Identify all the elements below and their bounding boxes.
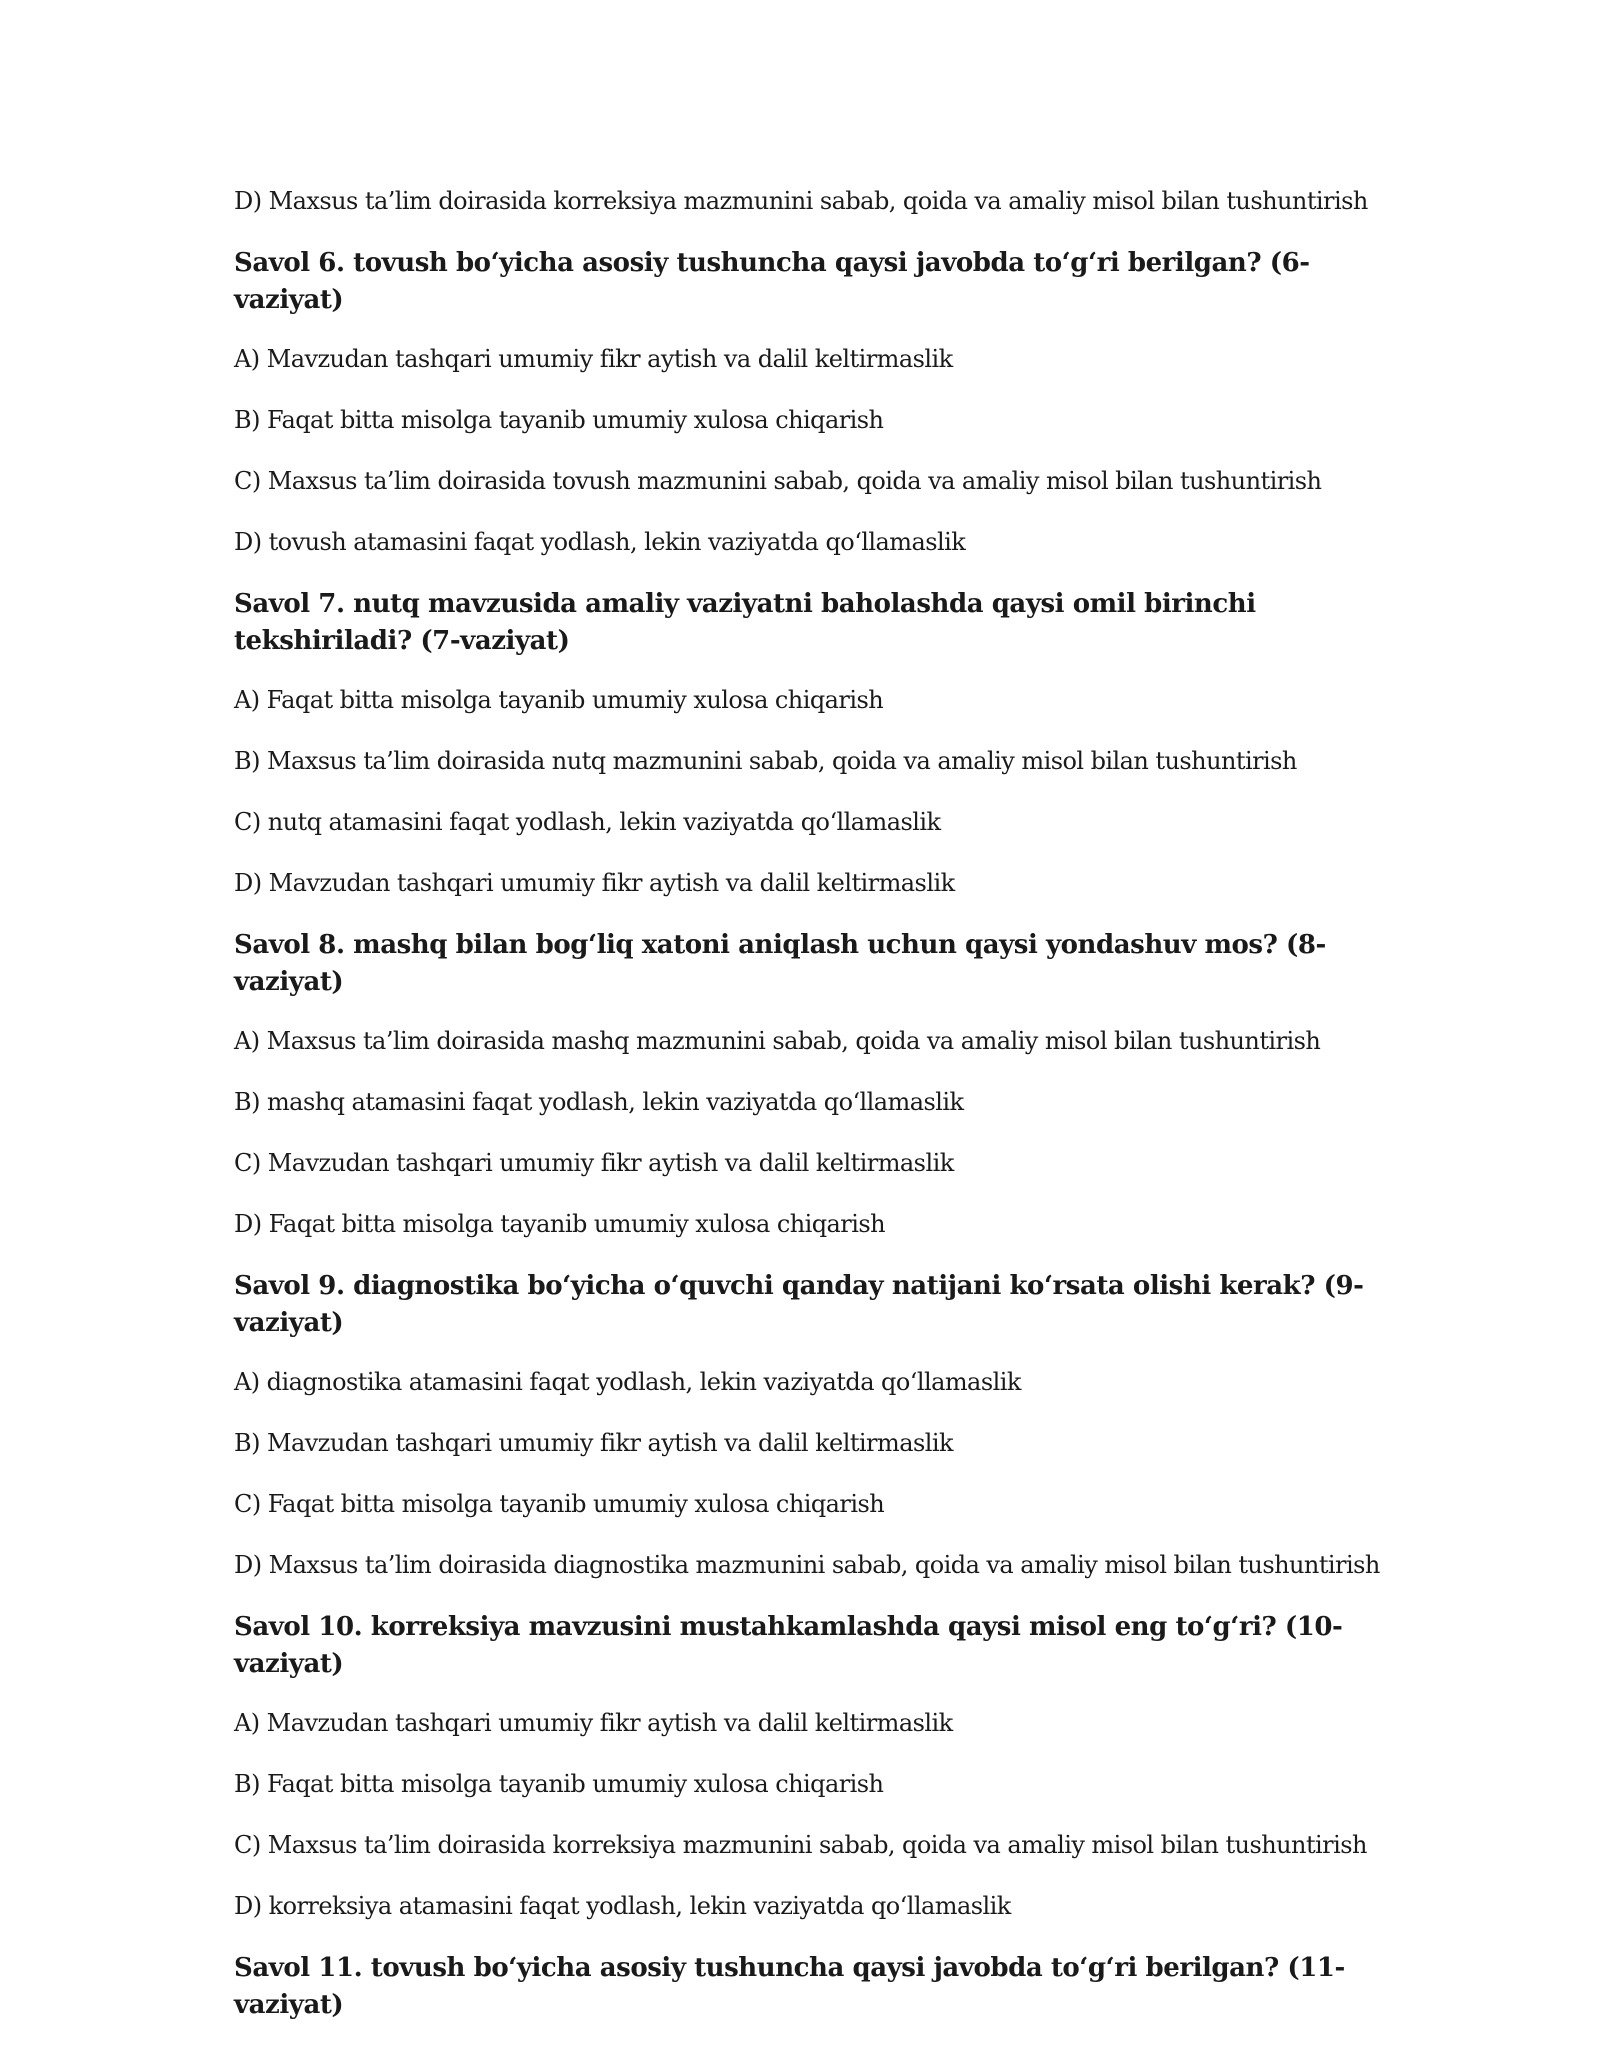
option-b: B) Faqat bitta misolga tayanib umumiy xulosa chiqarish <box>234 406 884 434</box>
option-c: C) Maxsus ta’lim doirasida tovush mazmunini sabab, qoida va amaliy misol bilan tushuntirish <box>234 467 1322 495</box>
option-c: C) Mavzudan tashqari umumiy fikr aytish va dalil keltirmaslik <box>234 1149 954 1177</box>
option-d: D) Mavzudan tashqari umumiy fikr aytish va dalil keltirmaslik <box>234 869 955 897</box>
question-title: Savol 8. mashq bilan bog‘liq xatoni aniqlash uchun qaysi yondashuv mos? (8-vaziyat) <box>234 930 1326 997</box>
option-d: D) Faqat bitta misolga tayanib umumiy xulosa chiqarish <box>234 1210 886 1238</box>
question-9 <box>234 1268 1384 1582</box>
option-c: C) Faqat bitta misolga tayanib umumiy xulosa chiqarish <box>234 1490 885 1518</box>
option-a: A) Mavzudan tashqari umumiy fikr aytish va dalil keltirmaslik <box>234 1709 953 1737</box>
question-7 <box>234 586 1384 900</box>
option-b: B) mashq atamasini faqat yodlash, lekin vaziyatda qo‘llamaslik <box>234 1088 964 1116</box>
option-b: B) Maxsus ta’lim doirasida nutq mazmunini sabab, qoida va amaliy misol bilan tushuntirish <box>234 747 1297 775</box>
option-d: D) Maxsus ta’lim doirasida diagnostika mazmunini sabab, qoida va amaliy misol bilan tushuntirish <box>234 1551 1380 1579</box>
option-a: A) Mavzudan tashqari umumiy fikr aytish va dalil keltirmaslik <box>234 345 953 373</box>
question-title: Savol 6. tovush bo‘yicha asosiy tushuncha qaysi javobda to‘g‘ri berilgan? (6-vaziyat) <box>234 248 1310 315</box>
question-title: Savol 7. nutq mavzusida amaliy vaziyatni baholashda qaysi omil birinchi tekshiriladi? (7-vaziyat) <box>234 589 1256 656</box>
question-title: Savol 9. diagnostika bo‘yicha o‘quvchi qanday natijani ko‘rsata olishi kerak? (9-vaziyat) <box>234 1271 1364 1338</box>
question-6 <box>234 245 1384 559</box>
option-b: B) Faqat bitta misolga tayanib umumiy xulosa chiqarish <box>234 1770 884 1798</box>
option-a: A) Faqat bitta misolga tayanib umumiy xulosa chiqarish <box>234 686 884 714</box>
question-10 <box>234 1609 1384 1923</box>
option-d: D) tovush atamasini faqat yodlash, lekin vaziyatda qo‘llamaslik <box>234 528 966 556</box>
option-b: B) Mavzudan tashqari umumiy fikr aytish va dalil keltirmaslik <box>234 1429 953 1457</box>
question-8 <box>234 927 1384 1241</box>
option-a: A) Maxsus ta’lim doirasida mashq mazmunini sabab, qoida va amaliy misol bilan tushuntirish <box>234 1027 1321 1055</box>
option-d: D) korreksiya atamasini faqat yodlash, lekin vaziyatda qo‘llamaslik <box>234 1892 1011 1920</box>
document-page <box>234 184 1384 2047</box>
question-11-title: Savol 11. tovush bo‘yicha asosiy tushuncha qaysi javobda to‘g‘ri berilgan? (11-vaziyat) <box>234 1953 1345 2020</box>
option-lead-d: D) Maxsus ta’lim doirasida korreksiya mazmunini sabab, qoida va amaliy misol bilan tushuntirish <box>234 187 1368 215</box>
option-c: C) Maxsus ta’lim doirasida korreksiya mazmunini sabab, qoida va amaliy misol bilan tushuntirish <box>234 1831 1367 1859</box>
question-title: Savol 10. korreksiya mavzusini mustahkamlashda qaysi misol eng to‘g‘ri? (10-vaziyat) <box>234 1612 1343 1679</box>
option-a: A) diagnostika atamasini faqat yodlash, lekin vaziyatda qo‘llamaslik <box>234 1368 1021 1396</box>
option-c: C) nutq atamasini faqat yodlash, lekin vaziyatda qo‘llamaslik <box>234 808 941 836</box>
